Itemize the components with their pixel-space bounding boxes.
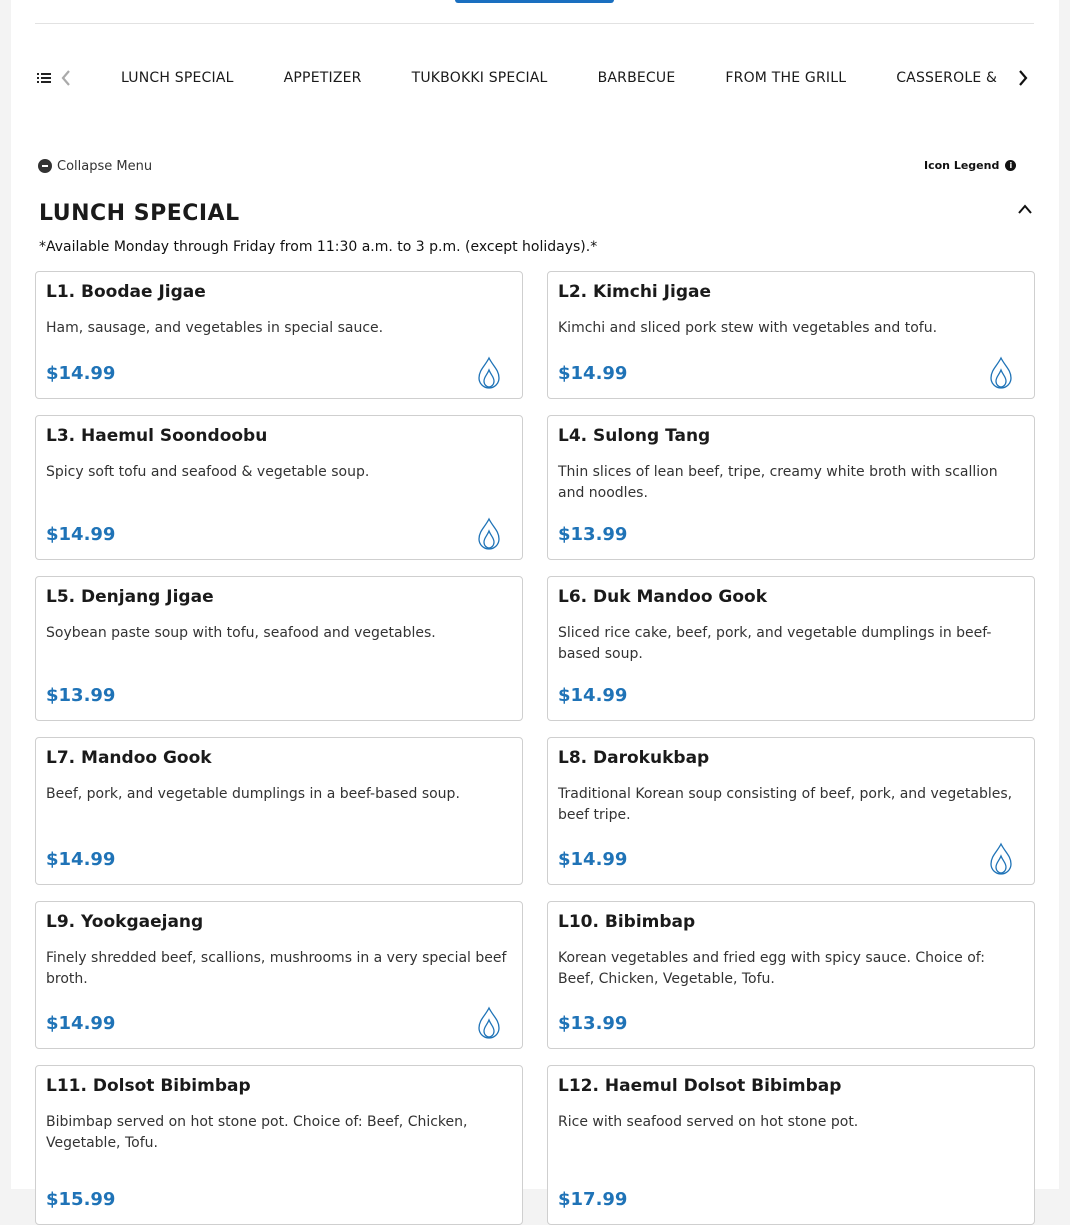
- collapse-menu-button[interactable]: [38, 157, 152, 175]
- menu-item-price: $14.99: [558, 363, 628, 384]
- menu-item-price: $13.99: [46, 685, 116, 706]
- divider: [35, 23, 1034, 24]
- menu-item-name: L2. Kimchi Jigae: [558, 282, 711, 302]
- spicy-flame-icon: [476, 1006, 502, 1040]
- menu-item-description: Traditional Korean soup consisting of beef, pork, and vegetables, beef tripe.: [558, 786, 1013, 823]
- menu-item-description: Beef, pork, and vegetable dumplings in a beef-based soup.: [46, 786, 460, 802]
- category-tab[interactable]: CASSEROLE &: [896, 70, 998, 86]
- menu-item-description: Spicy soft tofu and seafood & vegetable soup.: [46, 464, 370, 480]
- category-track: [95, 58, 1007, 98]
- menu-item-price: $14.99: [46, 1013, 116, 1034]
- category-tab[interactable]: TUKBOKKI SPECIAL: [411, 70, 548, 86]
- menu-item-name: L4. Sulong Tang: [558, 426, 711, 446]
- menu-item-description: Korean vegetables and fried egg with spicy sauce. Choice of: Beef, Chicken, Vegetable, Tofu.: [558, 950, 985, 987]
- menu-item-name: L7. Mandoo Gook: [46, 748, 212, 768]
- menu-item-card[interactable]: [35, 737, 523, 885]
- menu-item-price: $17.99: [558, 1189, 628, 1210]
- category-tab[interactable]: BARBECUE: [597, 70, 676, 86]
- menu-item-card[interactable]: [547, 271, 1035, 399]
- spicy-flame-icon: [988, 356, 1014, 390]
- menu-item-name: L8. Darokukbap: [558, 748, 710, 768]
- menu-item-price: $14.99: [558, 685, 628, 706]
- category-tab[interactable]: LUNCH SPECIAL: [121, 70, 234, 86]
- menu-item-card[interactable]: [547, 576, 1035, 721]
- menu-item-card[interactable]: [35, 1065, 523, 1225]
- menu-item-name: L3. Haemul Soondoobu: [46, 426, 268, 446]
- spicy-flame-icon: [988, 842, 1014, 876]
- menu-item-description: Rice with seafood served on hot stone pot.: [558, 1114, 859, 1130]
- menu-item-name: L1. Boodae Jigae: [46, 282, 206, 302]
- menu-item-name: L5. Denjang Jigae: [46, 587, 214, 607]
- menu-item-card[interactable]: [547, 415, 1035, 560]
- menu-item-card[interactable]: [547, 1065, 1035, 1225]
- info-icon: i: [1005, 160, 1016, 171]
- icon-legend-label: Icon Legend: [924, 158, 1000, 172]
- menu-item-card[interactable]: [35, 271, 523, 399]
- menu-item-card[interactable]: [35, 415, 523, 560]
- menu-item-description: Thin slices of lean beef, tripe, creamy white broth with scallion and noodles.: [558, 464, 998, 501]
- section-title: LUNCH SPECIAL: [39, 201, 240, 226]
- menu-item-card[interactable]: [35, 576, 523, 721]
- menu-item-price: $14.99: [558, 849, 628, 870]
- menu-item-description: Sliced rice cake, beef, pork, and vegetable dumplings in beef-based soup.: [558, 625, 992, 662]
- menu-item-name: L6. Duk Mandoo Gook: [558, 587, 768, 607]
- menu-item-name: L10. Bibimbap: [558, 912, 696, 932]
- menu-item-name: L9. Yookgaejang: [46, 912, 204, 932]
- icon-legend-button[interactable]: [924, 157, 1016, 173]
- section-note: *Available Monday through Friday from 11:30 a.m. to 3 p.m. (except holidays).*: [39, 239, 598, 255]
- menu-item-card[interactable]: [547, 737, 1035, 885]
- menu-item-description: Finely shredded beef, scallions, mushrooms in a very special beef broth.: [46, 950, 507, 987]
- chevron-left-icon[interactable]: [59, 68, 73, 88]
- minus-circle-icon: [38, 159, 52, 173]
- category-tab[interactable]: FROM THE GRILL: [725, 70, 847, 86]
- menu-item-description: Bibimbap served on hot stone pot. Choice of: Beef, Chicken, Vegetable, Tofu.: [46, 1114, 468, 1151]
- menu-item-price: $14.99: [46, 524, 116, 545]
- menu-item-price: $13.99: [558, 524, 628, 545]
- menu-page: [11, 0, 1059, 1210]
- menu-item-price: $14.99: [46, 363, 116, 384]
- menu-item-card[interactable]: [35, 901, 523, 1049]
- menu-item-price: $15.99: [46, 1189, 116, 1210]
- menu-item-name: L11. Dolsot Bibimbap: [46, 1076, 251, 1096]
- menu-item-card[interactable]: [547, 901, 1035, 1049]
- menu-item-description: Soybean paste soup with tofu, seafood and vegetables.: [46, 625, 436, 641]
- list-icon[interactable]: [37, 71, 51, 85]
- menu-item-description: Ham, sausage, and vegetables in special sauce.: [46, 320, 384, 336]
- chevron-right-icon[interactable]: [1016, 68, 1030, 88]
- category-tab[interactable]: APPETIZER: [283, 70, 362, 86]
- category-nav: [35, 58, 1035, 98]
- spicy-flame-icon: [476, 356, 502, 390]
- menu-item-description: Kimchi and sliced pork stew with vegetables and tofu.: [558, 320, 938, 336]
- top-action-button[interactable]: [455, 0, 614, 3]
- menu-item-price: $14.99: [46, 849, 116, 870]
- spicy-flame-icon: [476, 517, 502, 551]
- menu-item-name: L12. Haemul Dolsot Bibimbap: [558, 1076, 842, 1096]
- chevron-up-icon[interactable]: [1017, 202, 1033, 216]
- collapse-menu-label: Collapse Menu: [57, 158, 153, 174]
- menu-item-price: $13.99: [558, 1013, 628, 1034]
